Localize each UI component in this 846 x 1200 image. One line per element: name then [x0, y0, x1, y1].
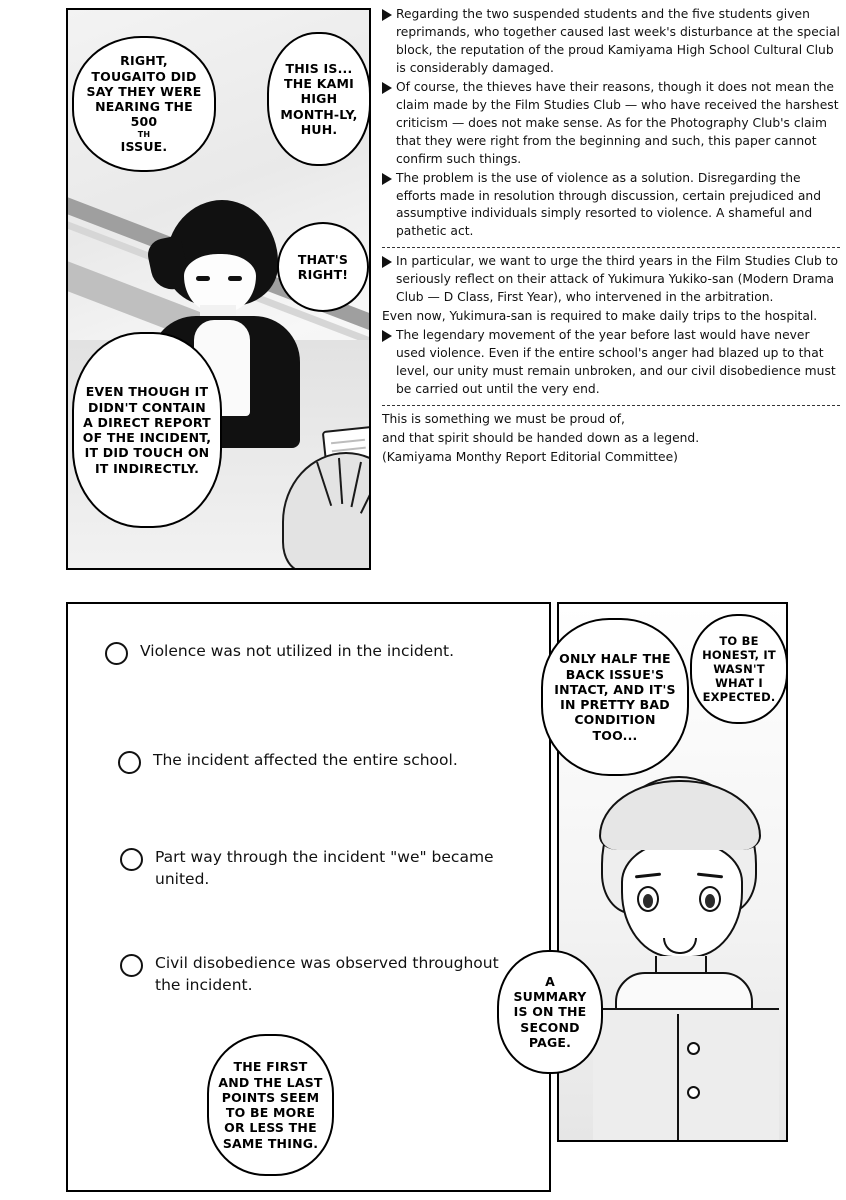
speech-balloon-kami-high — [267, 32, 371, 166]
character-eye-right — [228, 276, 242, 281]
article-paragraph — [382, 327, 840, 400]
triangle-bullet-icon — [382, 330, 392, 342]
quiz-option-1[interactable] — [105, 640, 535, 665]
speech-balloon-even-though — [72, 332, 222, 528]
article-paragraph-text: The problem is the use of violence as a solution. Disregarding the efforts made in resolution through discussion, certain prejudiced and assumptive individuals simply resorted to violence. A shameful and pathetic act. — [396, 170, 822, 239]
quiz-option-label: Civil disobedience was observed throughout the incident. — [155, 954, 499, 994]
coat-button — [687, 1086, 700, 1099]
speech-balloon-only-half — [541, 618, 689, 776]
balloon-text: ONLY HALF THE BACK ISSUE'S INTACT, AND IT'S IN PRETTY BAD CONDITION TOO... — [554, 651, 676, 743]
coat-button — [687, 1042, 700, 1055]
balloon-text — [82, 53, 206, 154]
character-eye-right — [699, 886, 721, 912]
article-paragraph-text: In particular, we want to urge the third years in the Film Studies Club to seriously reflect on their attack of Yukimura Yukiko-san (Modern Drama Club — D Class, First Year), who intervened in the arbitration. — [396, 254, 839, 305]
article-paragraph-text: Regarding the two suspended students and the five students given reprimands, who together caused last week's disturbance at the special block, the reputation of the proud Kamiyama High School Cultural Club is considerably damaged. — [396, 7, 840, 75]
balloon-text-main: RIGHT, TOUGAITO DID SAY THEY WERE NEARING THE 500 — [86, 53, 202, 130]
coat-seam — [677, 1014, 679, 1142]
quiz-option-label: Part way through the incident "we" became united. — [155, 848, 494, 888]
character-coat — [593, 1008, 779, 1142]
balloon-text: THAT'S RIGHT! — [297, 251, 349, 282]
panel-quiz-list — [66, 602, 551, 1192]
article-paragraph-text: Even now, Yukimura-san is required to make daily trips to the hospital. — [382, 309, 818, 324]
quiz-option-label: Violence was not utilized in the incident. — [140, 642, 455, 660]
article-divider — [382, 405, 840, 406]
balloon-text: A SUMMARY IS ON THE SECOND PAGE. — [513, 973, 587, 1050]
article-closing-line: This is something we must be proud of, — [382, 412, 625, 427]
radio-button-icon[interactable] — [120, 848, 143, 871]
quiz-option-label: The incident affected the entire school. — [153, 751, 458, 769]
balloon-text-superscript: TH — [137, 129, 151, 139]
character-eye-left — [196, 276, 210, 281]
balloon-text: TO BE HONEST, IT WASN'T WHAT I EXPECTED. — [702, 633, 776, 705]
article-paragraph — [382, 6, 840, 79]
speech-balloon-thats-right — [277, 222, 369, 312]
newspaper-article — [382, 6, 840, 468]
quiz-option-3[interactable] — [120, 846, 520, 890]
triangle-bullet-icon — [382, 173, 392, 185]
triangle-bullet-icon — [382, 82, 392, 94]
character-eye-left — [637, 886, 659, 912]
character-face — [184, 254, 256, 312]
article-byline: (Kamiyama Monthy Report Editorial Committee) — [382, 449, 678, 464]
radio-button-icon[interactable] — [120, 954, 143, 977]
radio-button-icon[interactable] — [118, 751, 141, 774]
quiz-options-list — [68, 604, 549, 1190]
balloon-text: THE FIRST AND THE LAST POINTS SEEM TO BE MORE OR LESS THE SAME THING. — [218, 1059, 323, 1151]
quiz-option-4[interactable] — [120, 952, 520, 996]
speech-balloon-first-and-last — [207, 1034, 334, 1176]
balloon-text: THIS IS... THE KAMI HIGH MONTH-LY, HUH. — [280, 60, 358, 137]
article-paragraph-text: Of course, the thieves have their reasons, though it does not mean the claim made by the Film Studies Club — who have received the harshest criticism — does not make sense. As for the Photography Club's claim that they were right from the beginning and such, this paper cannot confirm such things. — [396, 79, 839, 166]
article-closing-line: and that spirit should be handed down as a legend. — [382, 430, 700, 445]
quiz-option-2[interactable] — [118, 749, 538, 774]
balloon-text-tail: ISSUE. — [120, 139, 168, 155]
speech-balloon-summary — [497, 950, 603, 1074]
speech-balloon-tougaito — [72, 36, 216, 172]
balloon-text: EVEN THOUGH IT DIDN'T CONTAIN A DIRECT REPORT OF THE INCIDENT, IT DID TOUCH ON IT INDIRECTLY. — [82, 384, 212, 476]
radio-button-icon[interactable] — [105, 642, 128, 665]
article-paragraph — [382, 253, 840, 308]
triangle-bullet-icon — [382, 9, 392, 21]
speech-balloon-to-be-honest — [690, 614, 788, 724]
article-paragraph-text: The legendary movement of the year before last would have never used violence. Even if the entire school's anger had blazed up to that level, our unity must remain unbroken, and our civil disobedience must be carried out until the very end. — [396, 328, 836, 397]
article-paragraph — [382, 170, 840, 243]
article-divider — [382, 247, 840, 248]
article-paragraph — [382, 79, 840, 170]
triangle-bullet-icon — [382, 256, 392, 268]
